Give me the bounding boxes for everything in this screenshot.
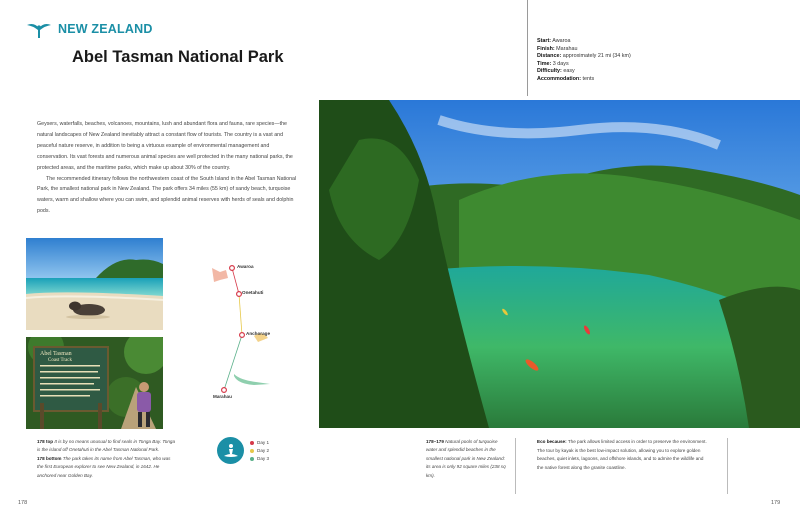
info-difficulty: Difficulty: easy <box>537 68 575 75</box>
caption-left <box>37 438 177 480</box>
seal-beach-photo <box>26 238 163 330</box>
hiking-kayak-icon <box>217 437 244 464</box>
kayak-lagoon-photo <box>319 100 800 428</box>
day-2-dot <box>250 449 254 453</box>
legend-day-2 <box>250 447 269 455</box>
intro-text <box>37 119 299 217</box>
legend-day-3-label: Day 3 <box>257 456 270 461</box>
map-stop-marahau: Marahau <box>213 394 232 399</box>
caption-divider <box>515 438 516 494</box>
map-stop-awaroa: Awaroa <box>237 264 254 269</box>
caption-label-bottom: 178 bottom <box>37 455 62 461</box>
legend-day-1 <box>250 439 269 447</box>
flying-bird-icon <box>26 18 52 40</box>
info-time: Time: 3 days <box>537 60 569 67</box>
route-map <box>196 258 296 403</box>
page-title: Abel Tasman National Park <box>72 48 284 66</box>
map-stop-anchorage: Anchorage <box>246 331 270 336</box>
map-stop-onetahuti: Onetahuti <box>242 290 264 295</box>
intro-paragraph-1: Geysers, waterfalls, beaches, volcanoes, mountains, lush and abundant flora and fauna, rare species—the natural landscapes of New Zealand inevitably attract a constant flow of tourists. The country is a vast and peaceful nature reserve, in addition to being a virtuous example of environmental management and conservation. Its vast forests and numerous animal species are well protected in the many national parks, the protected areas, and the maritime parks, which make up about 30% of the country. <box>37 121 293 171</box>
day-3-dot <box>250 457 254 461</box>
page-number-left: 178 <box>18 500 28 506</box>
eco-divider <box>727 438 728 494</box>
caption-label-spread: 178–179 <box>426 439 444 444</box>
intro-paragraph-2: The recommended itinerary follows the northwestern coast of the South Island in the Abel Tasman National Park, the smallest national park in New Zealand. The park offers 34 miles (55 km) of sandy beach, turquoise waters, warm and shallow where you can swim, and splendid animal reserves with herds of seals and dolphin pods. <box>37 175 297 215</box>
day-1-dot <box>250 441 254 445</box>
track-sign-photo <box>26 337 163 429</box>
info-accommodation: Accommodation: tents <box>537 75 595 82</box>
section-name: NEW ZEALAND <box>58 22 153 36</box>
legend-day-1-label: Day 1 <box>257 440 270 445</box>
caption-label-top: 178 top <box>37 439 54 444</box>
caption-text-spread: Natural pools of turquoise water and splendid beaches in the smallest national park in New Zealand: its area is only 92 square miles (238 sq km). <box>426 439 506 478</box>
eco-text: The park allows limited access in order to preserve the environment. The tour by kayak is the best low-impact solution, allowing you to explore golden beaches, quiet inlets, lagoons, and offshore islands, and to admire the wildlife and the native forest along the granite coastline. <box>537 439 707 470</box>
section-header <box>26 18 153 40</box>
info-start: Start: Awaroa <box>537 38 571 44</box>
info-distance: Distance: approximately 21 mi (34 km) <box>537 53 631 60</box>
info-finish: Finish: Marahau <box>537 45 578 52</box>
caption-right <box>426 438 506 480</box>
day-legend <box>250 439 269 463</box>
trip-info <box>537 38 631 84</box>
caption-text-top: It is by no means unusual to find seals in Tonga Bay. Tonga is the island off Onetahuti in the Abel Tasman National Park. <box>37 439 175 453</box>
legend-day-2-label: Day 2 <box>257 448 270 453</box>
caption-text-bottom: The park takes its name from Abel Tasman, who was the first European explorer to see New Zealand, in 1642. He anchored near Golden Bay. <box>37 455 171 478</box>
sign-line-2: Coast Track <box>48 358 73 363</box>
page-number-right: 179 <box>771 500 781 506</box>
eco-label: Eco because: <box>537 439 567 444</box>
eco-note <box>537 438 707 472</box>
info-divider <box>527 0 528 96</box>
sign-line-1: Abel Tasman <box>40 351 72 357</box>
legend-day-3 <box>250 455 269 463</box>
